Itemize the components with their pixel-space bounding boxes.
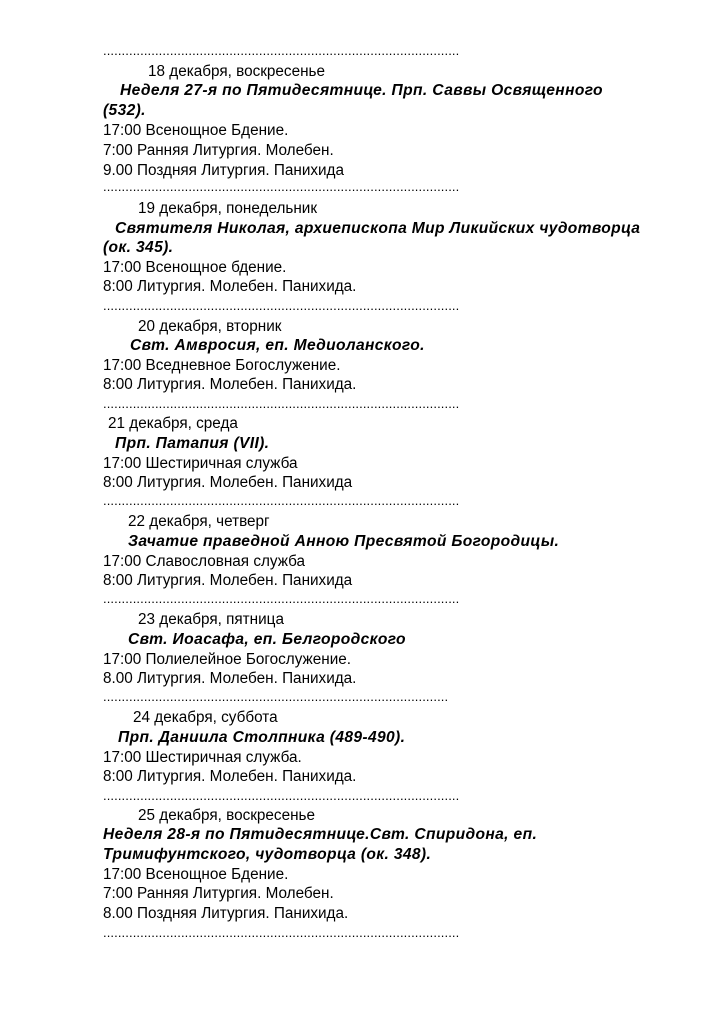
entry-title: Тримифунтского, чудотворца (ок. 348).	[103, 846, 432, 863]
separator: ................................................................................................	[103, 43, 460, 58]
entry-date: 25 декабря, воскресенье	[138, 807, 316, 824]
entry-date: 24 декабря, суббота	[133, 709, 278, 726]
service-time: 8:00 Литургия. Молебен. Панихида	[103, 474, 353, 491]
service-time: 8:00 Литургия. Молебен. Панихида	[103, 572, 353, 589]
entry-date: 18 декабря, воскресенье	[148, 63, 326, 80]
entry-date: 21 декабря, среда	[108, 415, 238, 432]
separator: ................................................................................................	[103, 493, 460, 508]
service-time: 17:00 Вседневное Богослужение.	[103, 357, 341, 374]
separator: ................................................................................................	[103, 788, 460, 803]
separator: ................................................................................................	[103, 925, 460, 940]
service-time: 17:00 Славословная служба	[103, 553, 306, 570]
entry-date: 19 декабря, понедельник	[138, 200, 318, 217]
service-time: 17:00 Всенощное бдение.	[103, 259, 287, 276]
entry-title: Прп. Даниила Столпника (489-490).	[118, 729, 406, 746]
service-time: 17:00 Полиелейное Богослужение.	[103, 651, 352, 668]
service-time: 17:00 Всенощное Бдение.	[103, 122, 289, 139]
service-time: 8:00 Литургия. Молебен. Панихида.	[103, 376, 357, 393]
service-time: 8.00 Поздняя Литургия. Панихида.	[103, 905, 349, 922]
service-time: 17:00 Шестиричная служба	[103, 455, 298, 472]
service-time: 9.00 Поздняя Литургия. Панихида	[103, 162, 344, 179]
service-time: 17:00 Шестиричная служба.	[103, 749, 302, 766]
service-time: 7:00 Ранняя Литургия. Молебен.	[103, 142, 334, 159]
separator: ................................................................................................	[103, 591, 460, 606]
service-time: 8:00 Литургия. Молебен. Панихида.	[103, 278, 357, 295]
entry-title: Прп. Патапия (VII).	[115, 435, 270, 452]
entry-title: Свт. Амвросия, еп. Медиоланского.	[130, 337, 425, 354]
entry-date: 22 декабря, четверг	[128, 513, 270, 530]
service-time: 7:00 Ранняя Литургия. Молебен.	[103, 885, 334, 902]
entry-title: (532).	[103, 102, 146, 119]
service-time: 8.00 Литургия. Молебен. Панихида.	[103, 670, 357, 687]
separator: .............................................................................................	[103, 689, 449, 704]
entry-title: Неделя 27-я по Пятидесятнице. Прп. Саввы Освященного	[120, 82, 603, 99]
service-time: 8:00 Литургия. Молебен. Панихида.	[103, 768, 357, 785]
entry-title: Неделя 28-я по Пятидесятнице.Свт. Спиридона, еп.	[103, 826, 538, 843]
separator: ................................................................................................	[103, 298, 460, 313]
service-time: 17:00 Всенощное Бдение.	[103, 866, 289, 883]
entry-date: 23 декабря, пятница	[138, 611, 284, 628]
entry-date: 20 декабря, вторник	[138, 318, 282, 335]
entry-title: Святителя Николая, архиепископа Мир Ликийских чудотворца	[115, 220, 641, 237]
entry-title: Зачатие праведной Анною Пресвятой Богородицы.	[128, 533, 560, 550]
entry-title: Свт. Иоасафа, еп. Белгородского	[128, 631, 406, 648]
separator: ................................................................................................	[103, 396, 460, 411]
separator: ................................................................................................	[103, 179, 460, 194]
entry-title: (ок. 345).	[103, 239, 174, 256]
